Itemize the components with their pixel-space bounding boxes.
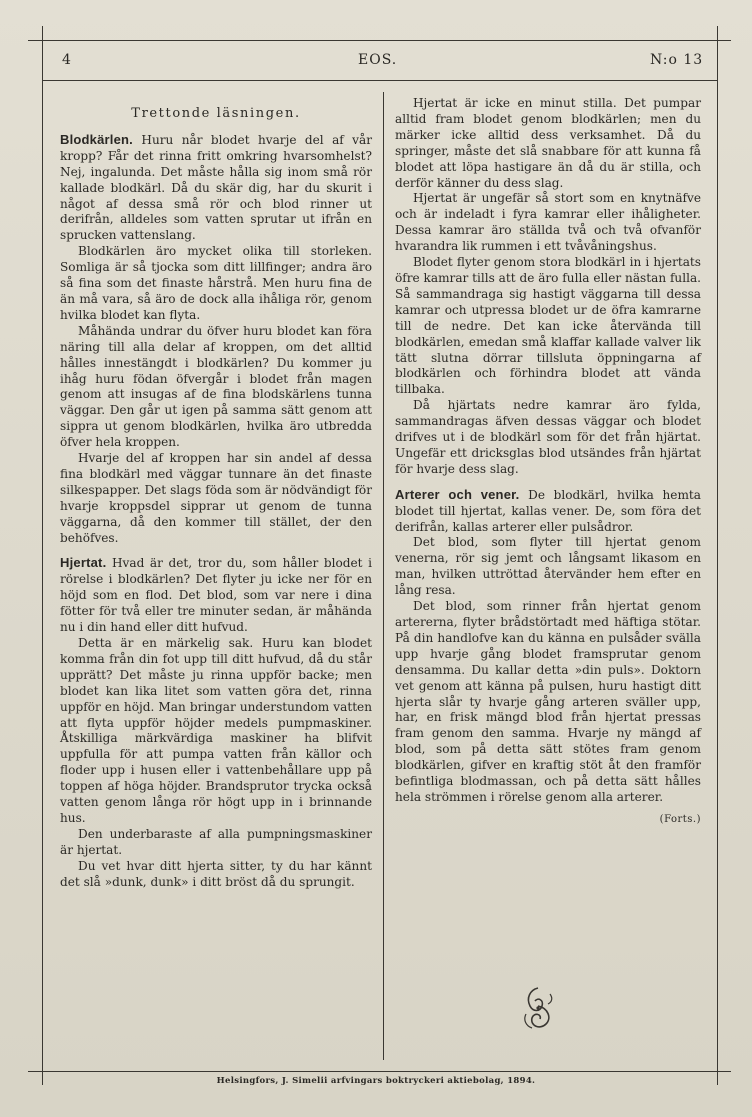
section-hjertat xyxy=(60,555,372,636)
ornament-icon xyxy=(520,984,556,1032)
column-divider xyxy=(383,92,384,1060)
journal-title: EOS. xyxy=(358,52,398,68)
header-rule xyxy=(42,80,717,81)
bottom-rule xyxy=(42,1071,717,1072)
paragraph: Det blod, som flyter till hjertat genom venerna, rör sig jemt och långsamt likasom en man, hvilken uttröttad återvänder hem efter en lång resa. xyxy=(395,535,701,598)
paragraph: De blodkärl, hvilka hemta blodet till hjertat, kallas vener. De, som föra det derifrån, kallas arterer eller pulsådror. xyxy=(395,487,701,534)
top-rule xyxy=(42,40,717,41)
section-blodkarlen xyxy=(60,132,372,244)
section-heading: Arterer och vener. xyxy=(395,486,520,502)
page-number: 4 xyxy=(62,52,72,68)
paragraph: Hvad är det, tror du, som håller blodet i rörelse i blodkärlen? Det flyter ju icke ner för en höjd som en flod. Det blod, som var nere i dina fötter för två eller tre minuter sedan, är måhända nu i din hand eller ditt hufvud. xyxy=(60,556,372,635)
lesson-title: Trettonde läsningen. xyxy=(131,106,301,121)
right-column xyxy=(395,96,701,828)
section-heading: Blodkärlen. xyxy=(60,131,133,147)
crosshair-top-right-v xyxy=(717,26,718,54)
right-border xyxy=(717,40,718,1072)
section-arterer-och-vener xyxy=(395,487,701,536)
paragraph: Hjertat är icke en minut stilla. Det pumpar alltid fram blodet genom blodkärlen; men du märker icke alltid dess verksamhet. Då du springer, måste det slå snabbare för att kunna få blodet att löpa hastigare än då du är stilla, och derför känner du dess slag. xyxy=(395,96,701,190)
left-column xyxy=(60,96,372,891)
issue-number: N:o 13 xyxy=(650,52,704,68)
paragraph: Då hjärtats nedre kamrar äro fylda, sammandragas äfven dessas väggar och blodet drifves ut i de blodkärl som för det från hjärtat. Ungefär ett dricksglas blod utsändes från hjärtat för hvarje dess slag. xyxy=(395,398,701,476)
paragraph: Blodkärlen äro mycket olika till storleken. Somliga är så tjocka som ditt lillfinger; andra äro så fina som det finaste hårstrå. Men huru fina de än må vara, så äro de dock alla ihåliga rör, genom hvilka blodet kan flyta. xyxy=(60,244,372,322)
paragraph: Den underbaraste af alla pumpningsmaskiner är hjertat. xyxy=(60,826,372,857)
paragraph: Huru når blodet hvarje del af vår kropp? Får det rinna fritt omkring hvarsomhelst? Nej, ingalunda. Det måste hålla sig inom små rör kallade blodkärl. Då du skär dig, har du skurit i något af dessa små rör och blod rinner ut derifrån, alldeles som vatten sprutar ut ifrån en sprucken vattenslang. xyxy=(60,132,372,243)
continued-note: (Forts.) xyxy=(659,813,701,825)
paragraph: Det blod, som rinner från hjertat genom artererna, flyter brådstörtadt med häftiga stötar. På din handlofve kan du känna en pulsåder svälla upp hvarje gång blodet framsprutar genom densamma. Du kallar detta »din puls». Doktorn vet genom att känna på pulsen, huru hastigt ditt hjerta slår ty hvarje gång arteren sväller upp, har, en frisk mängd blod från hjertat pressas fram genom den samma. Hvarje ny mängd af blod, som på detta sätt stötes fram genom blodkärlen, gifver en kraftig stöt åt den framför befintliga blodmassan, och på detta sätt hålles hela strömmen i rörelse genom alla arterer. xyxy=(395,599,701,804)
paragraph: Blodet flyter genom stora blodkärl in i hjertats öfre kamrar tills att de äro fulla eller nästan fulla. Så sammandraga sig hastigt väggarna till dessa kamrar och utpressa blodet ur de öfra kamrarne till de nedre. Det kan icke återvända till blodkärlen, emedan små klaffar kallade valver lik tätt slutna dörrar tillsluta öppningarna af blodkärlen och förhindra blodet att vända tillbaka. xyxy=(395,255,702,397)
left-border xyxy=(42,40,43,1072)
section-heading: Hjertat. xyxy=(60,555,107,571)
printer-imprint: Helsingfors, J. Simelii arfvingars boktryckeri aktiebolag, 1894. xyxy=(216,1076,536,1086)
paragraph: Hjertat är ungefär så stort som en knytnäfve och är indeladt i fyra kamrar eller ihåligheter. Dessa kamrar äro ställda två och två ofvanför hvarandra lik rummen i ett tvåvåningshus. xyxy=(395,191,701,254)
crosshair-top-left-v xyxy=(42,26,43,54)
paragraph: Du vet hvar ditt hjerta sitter, ty du har kännt det slå »dunk, dunk» i ditt bröst då du sprungit. xyxy=(60,858,372,889)
paragraph: Detta är en märkelig sak. Huru kan blodet komma från din fot upp till ditt hufvud, då du står upprätt? Det måste ju rinna uppför backe; men blodet kan lika litet som vatten göra det, rinna uppför en höjd. Man bringar understundom vatten att flyta uppför höjder medels pumpmaskiner. Åtskilliga märkvärdiga maskiner ha blifvit uppfulla för att pumpa vatten från källor och floder upp i husen eller i vattenbehållare upp på toppen af höga höjder. Brandsprutor trycka också vatten genom långa rör högt upp in i brinnande hus. xyxy=(60,636,372,825)
paragraph: Måhända undrar du öfver huru blodet kan föra näring till alla delar af kroppen, om det alltid hålles innestängdt i blodkärlen? Du kommer ju ihåg huru födan öfvergår i blodet från magen genom att insugas af de fina blodskärlens tunna väggar. Den går ut igen på samma sätt genom att sippra ut genom blodkärlen, hvilka äro utbredda öfver hela kroppen. xyxy=(60,323,372,450)
paragraph: Hvarje del af kroppen har sin andel af dessa fina blodkärl med väggar tunnare än det finaste silkespapper. Det slags föda som är nödvändigt för hvarje kroppsdel sipprar ut genom de tunna väggarna, då den kommer till stället, der den behöfves. xyxy=(60,451,372,545)
